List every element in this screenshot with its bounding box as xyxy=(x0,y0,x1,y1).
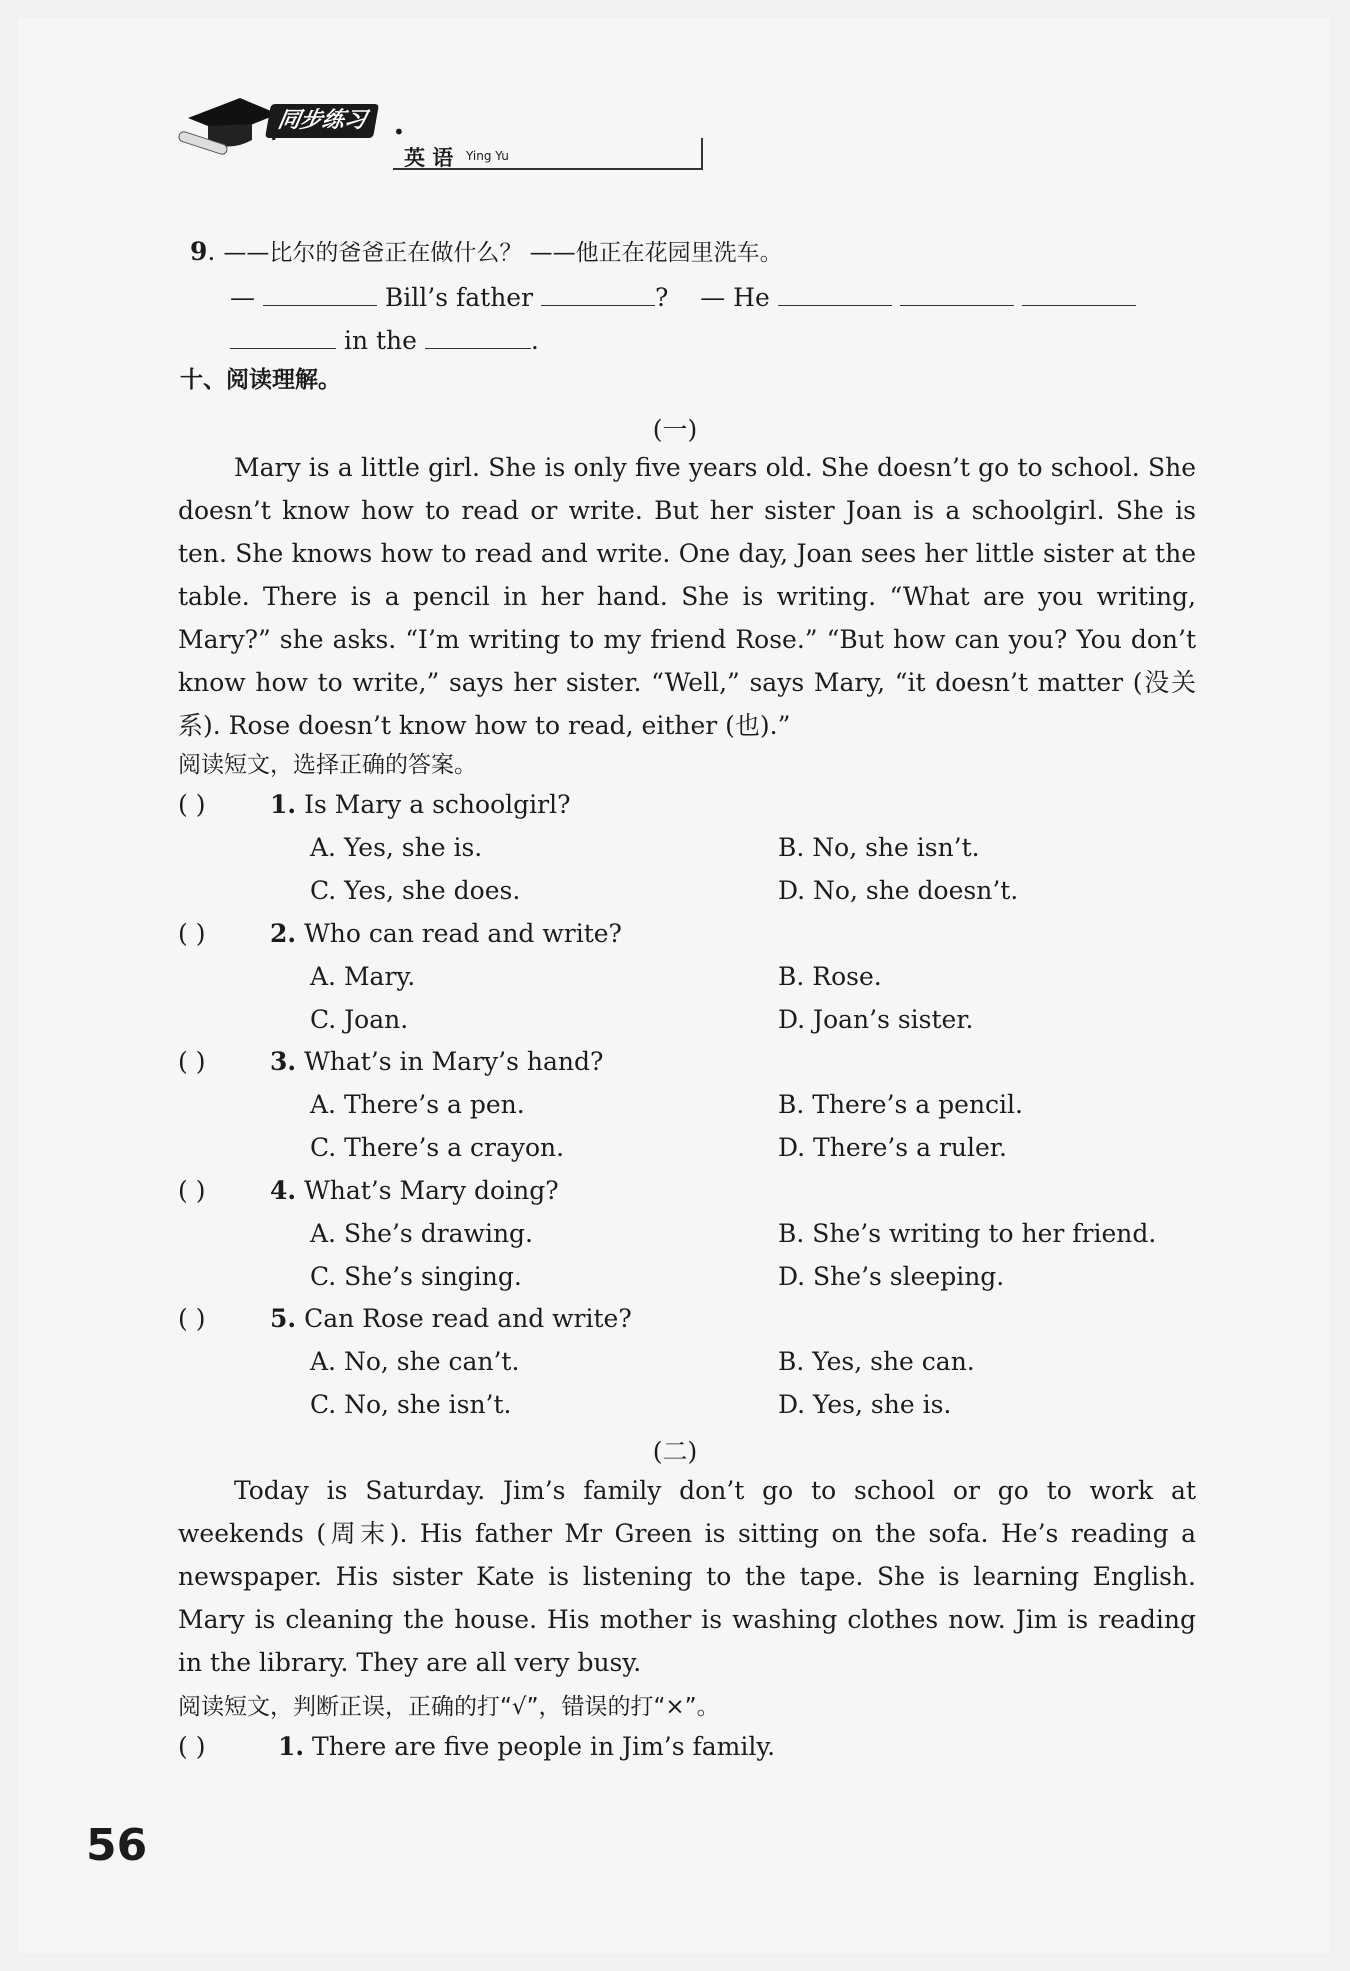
question-number: 2. xyxy=(270,918,297,948)
q9-dash: — xyxy=(230,283,255,312)
answer-bracket[interactable]: ( ) xyxy=(178,918,206,948)
passage1-question-2 xyxy=(178,919,622,948)
option-b[interactable]: B. There’s a pencil. xyxy=(778,1090,1023,1119)
option-d[interactable]: D. Joan’s sister. xyxy=(778,1004,974,1034)
q9-blank-7[interactable] xyxy=(425,322,531,349)
option-a[interactable]: A. No, she can’t. xyxy=(310,1347,520,1376)
subject-chinese: 英 语 xyxy=(404,146,454,170)
subject-pinyin: Ying Yu xyxy=(466,149,509,163)
passage1-text: Mary is a little girl. She is only five years old. She doesn’t go to school. She doesn’t know how to read or write. But her sister Joan is a schoolgirl. She is ten. She knows how to read and write. One day, Joan sees her little sister at the table. There is a pencil in her hand. She is writing. “What are you writing, Mary?” she asks. “I’m writing to my friend Rose.” “But how can you? You don’t know how to write,” says her sister. “Well,” says Mary, “it doesn’t matter (没关系). Rose doesn’t know how to read, either (也).” xyxy=(178,453,1196,740)
question-number: 3. xyxy=(270,1047,297,1076)
question-text: Can Rose read and write? xyxy=(304,1304,632,1333)
q9-blank-4[interactable] xyxy=(900,279,1014,306)
passage1-heading: (一) xyxy=(652,415,698,444)
option-b[interactable]: B. No, she isn’t. xyxy=(778,833,980,862)
q9-blank-1[interactable] xyxy=(263,279,377,306)
question-text: Is Mary a schoolgirl? xyxy=(304,790,571,819)
option-b[interactable]: B. Rose. xyxy=(778,961,882,991)
passage2-instruction: 阅读短文，判断正误，正确的打“√”，错误的打“×”。 xyxy=(178,1694,720,1720)
q9-text-he: — He xyxy=(700,283,770,312)
q9-english-line-2 xyxy=(230,322,539,358)
passage1-question-5 xyxy=(178,1304,632,1333)
option-b[interactable]: B. Yes, she can. xyxy=(778,1347,975,1376)
q9-blank-5[interactable] xyxy=(1022,279,1136,306)
q9-question-mark: ? xyxy=(655,283,669,312)
page-header xyxy=(178,92,528,168)
q9-number: 9 xyxy=(190,237,208,266)
question-number: 1. xyxy=(270,790,297,819)
option-d[interactable]: D. No, she doesn’t. xyxy=(778,876,1019,905)
passage1-question-3 xyxy=(178,1047,603,1076)
passage1-question-4 xyxy=(178,1176,559,1205)
q9-english-line-1 xyxy=(230,279,1136,315)
option-a[interactable]: A. Mary. xyxy=(310,961,416,991)
question-text: Who can read and write? xyxy=(304,918,622,948)
option-a[interactable]: A. There’s a pen. xyxy=(310,1090,525,1119)
question-text: What’s Mary doing? xyxy=(304,1175,559,1205)
page-number: 56 xyxy=(86,1820,148,1871)
option-c[interactable]: C. She’s singing. xyxy=(310,1261,522,1291)
option-c[interactable]: C. Joan. xyxy=(310,1004,409,1034)
question-number: 1. xyxy=(277,1732,305,1761)
question-text: What’s in Mary’s hand? xyxy=(304,1047,604,1076)
passage2-heading: (二) xyxy=(652,1437,698,1466)
brand-separator: • xyxy=(393,120,405,144)
answer-bracket[interactable]: ( ) xyxy=(178,1175,206,1205)
answer-bracket[interactable]: ( ) xyxy=(178,790,206,819)
answer-bracket[interactable]: ( ) xyxy=(178,1732,206,1761)
option-d[interactable]: D. Yes, she is. xyxy=(778,1390,952,1419)
question-number: 5. xyxy=(270,1304,297,1333)
passage1-instruction: 阅读短文，选择正确的答案。 xyxy=(178,752,477,778)
option-d[interactable]: D. She’s sleeping. xyxy=(778,1261,1005,1291)
passage2-text: Today is Saturday. Jim’s family don’t go to school or go to work at weekends (周末). His father Mr Green is sitting on the sofa. He’s reading a newspaper. His sister Kate is listening to the tape. She is learning English. Mary is cleaning the house. His mother is washing clothes now. Jim is reading in the library. They are all very busy. xyxy=(178,1476,1196,1677)
option-c[interactable]: C. Yes, she does. xyxy=(310,876,521,905)
option-a[interactable]: A. She’s drawing. xyxy=(310,1218,533,1248)
q9-text-bills-father: Bill’s father xyxy=(384,283,534,312)
option-c[interactable]: C. No, she isn’t. xyxy=(310,1390,512,1419)
answer-bracket[interactable]: ( ) xyxy=(178,1047,206,1076)
q9-chinese-line: 9. ——比尔的爸爸正在做什么？ ——他正在花园里洗车。 xyxy=(190,237,783,266)
passage1-question-1 xyxy=(178,790,570,819)
question-number: 4. xyxy=(270,1175,297,1205)
q9-blank-6[interactable] xyxy=(230,322,336,349)
option-c[interactable]: C. There’s a crayon. xyxy=(310,1133,565,1162)
option-d[interactable]: D. There’s a ruler. xyxy=(778,1133,1007,1162)
q9-text-in-the: in the xyxy=(343,326,417,355)
option-b[interactable]: B. She’s writing to her friend. xyxy=(778,1218,1157,1248)
option-a[interactable]: A. Yes, she is. xyxy=(310,833,483,862)
q9-chinese-prompt: ——比尔的爸爸正在做什么？ ——他正在花园里洗车。 xyxy=(223,240,783,266)
q9-period: . xyxy=(530,326,539,355)
passage2-question-1 xyxy=(178,1732,775,1761)
brand-title: 同步练习 xyxy=(265,104,379,138)
q9-blank-3[interactable] xyxy=(778,279,892,306)
section-title: 十、阅读理解。 xyxy=(180,367,341,393)
answer-bracket[interactable]: ( ) xyxy=(178,1304,206,1333)
question-text: There are five people in Jim’s family. xyxy=(312,1732,776,1761)
q9-blank-2[interactable] xyxy=(541,279,655,306)
